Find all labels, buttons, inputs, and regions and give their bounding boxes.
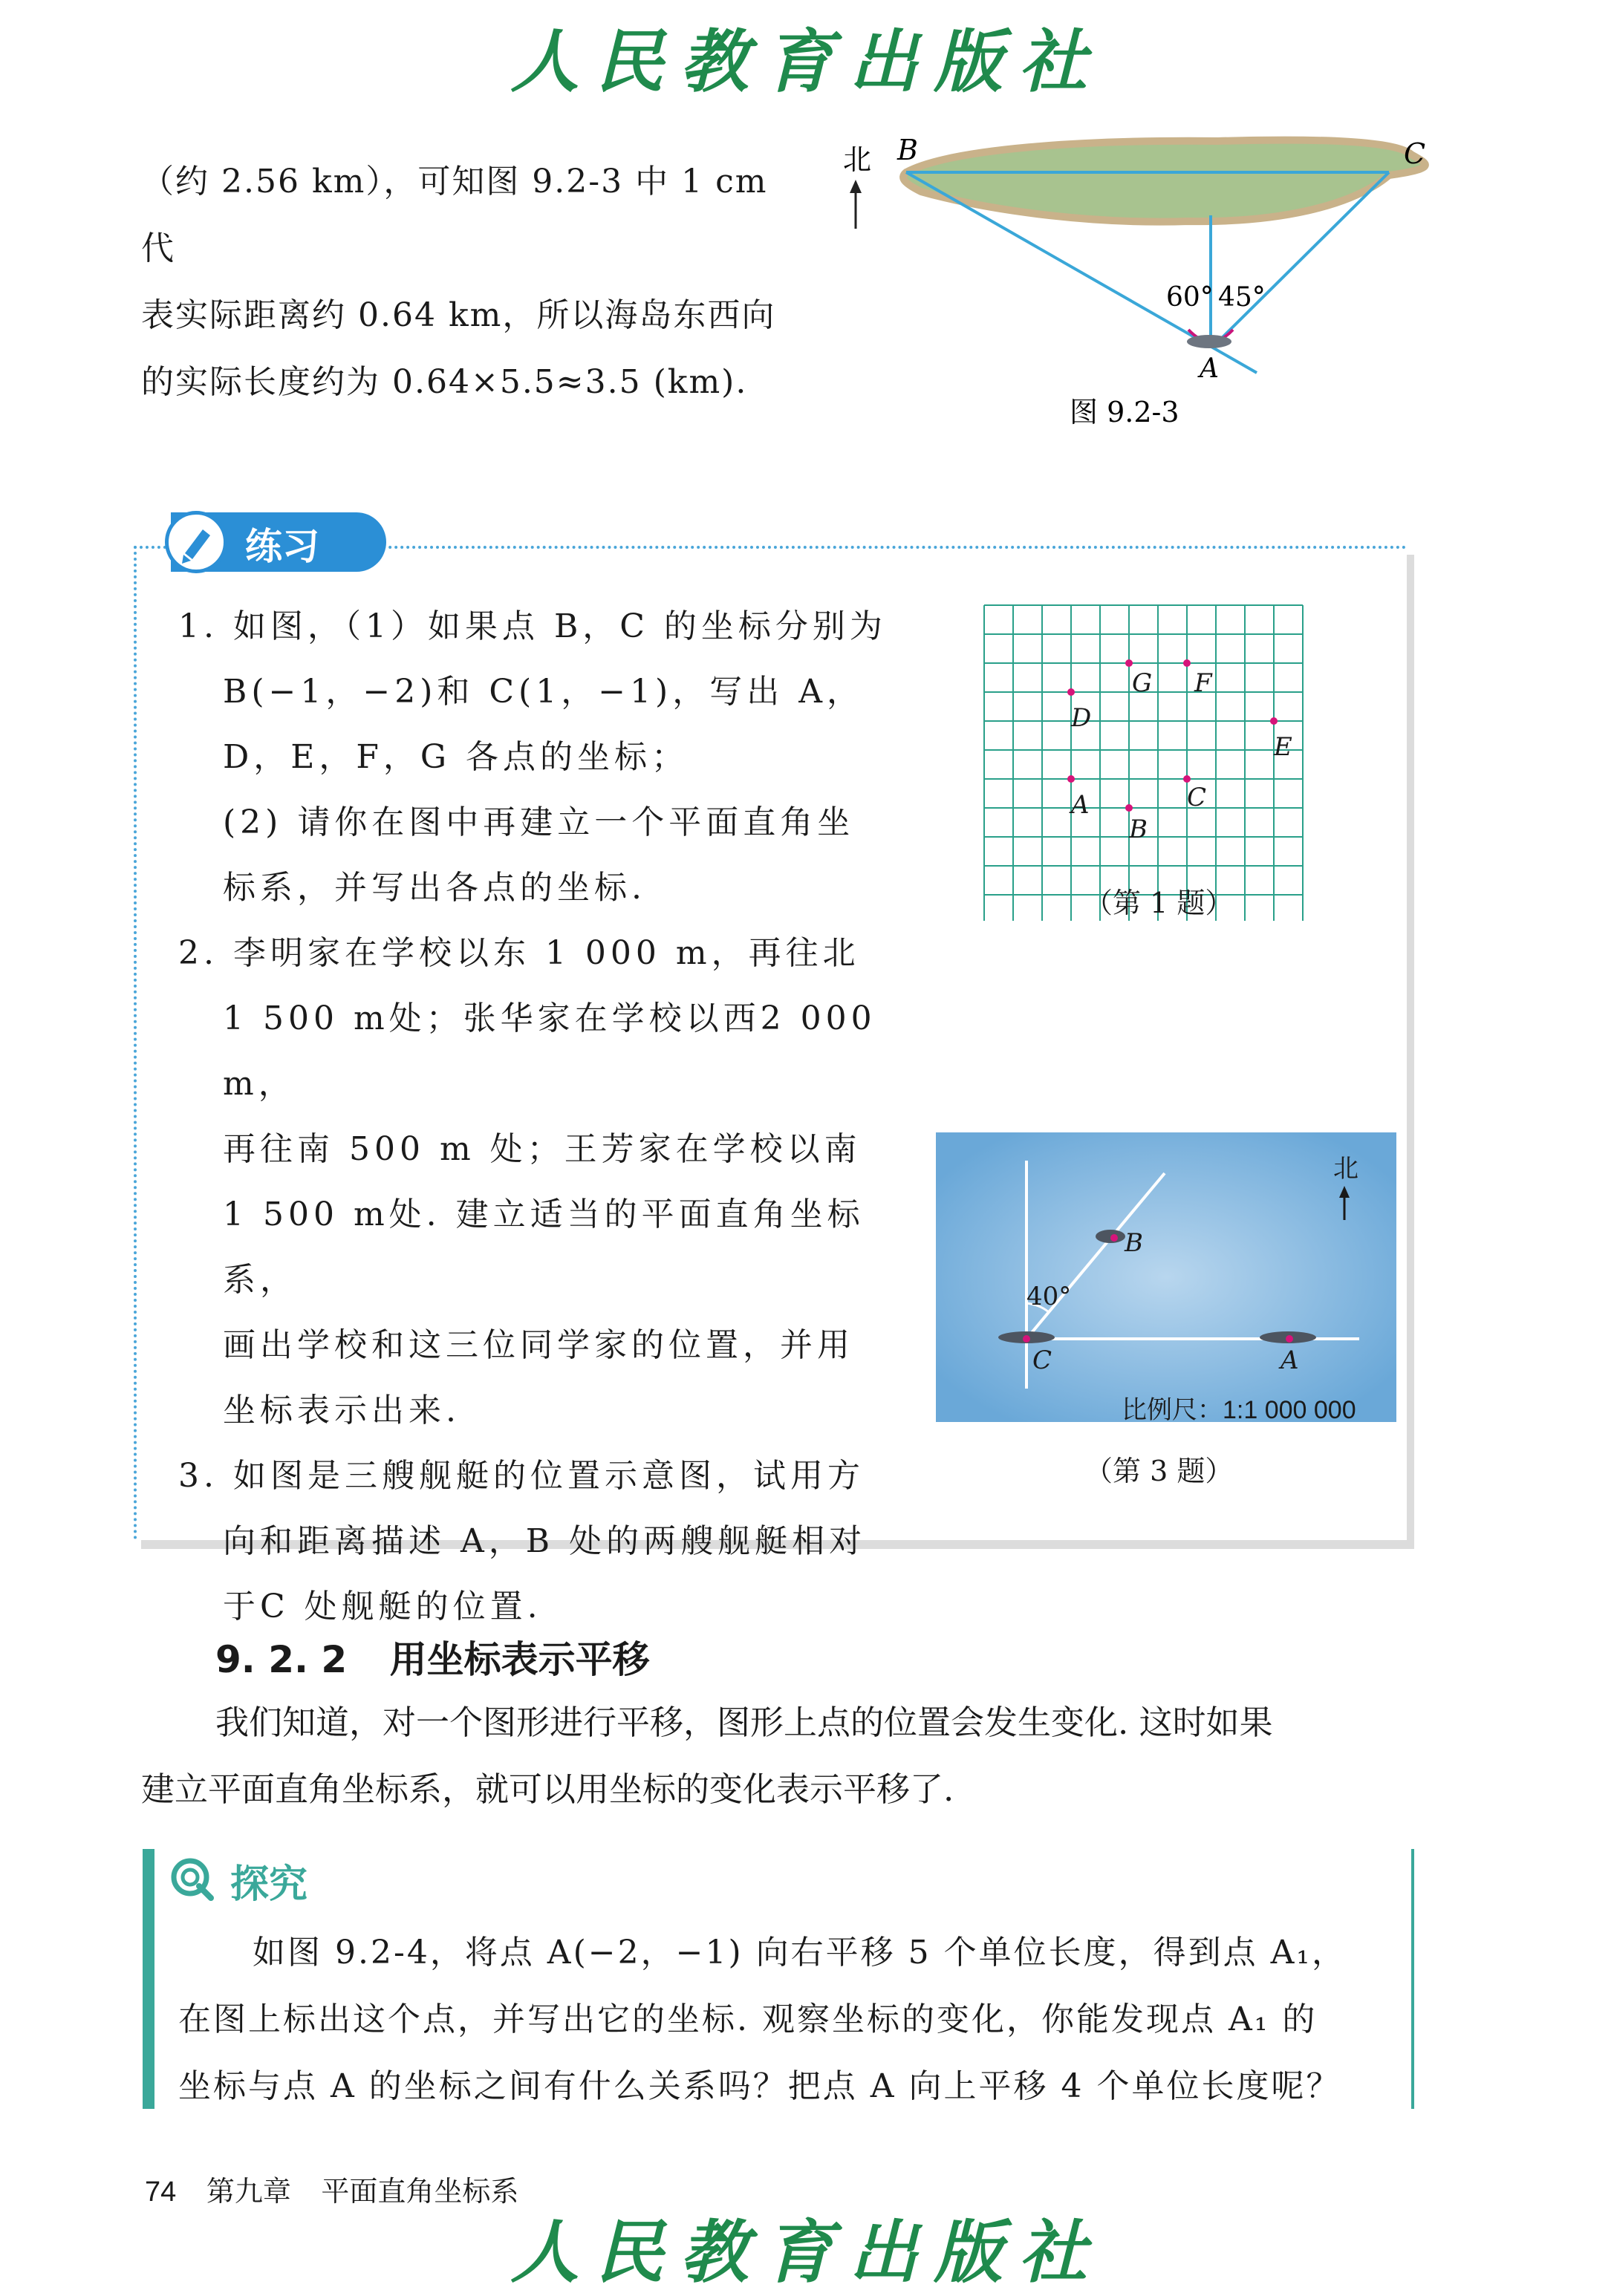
exercise-questions: [178, 594, 921, 1640]
explore-badge-label: 探究: [230, 1862, 308, 1907]
q3-line-3: 于C 处舰艇的位置.: [223, 1588, 542, 1625]
q2-line-2: 1 500 m处；张华家在学校以西2 000 m，: [223, 999, 876, 1103]
point-b-label: B: [897, 134, 918, 166]
sea-point-b-label: B: [1125, 1228, 1143, 1258]
pencil-icon: [165, 511, 227, 573]
scale-label: 比例尺：1:1 000 000: [1122, 1396, 1356, 1424]
grid-lines: [984, 605, 1303, 921]
grid-point-label-g: G: [1132, 668, 1153, 698]
sea-point-c-label: C: [1032, 1346, 1052, 1375]
section-title: 用坐标表示平移: [389, 1638, 650, 1681]
footer-publisher-logo: 人民教育出版社: [510, 2212, 1104, 2292]
chapter-title: 平面直角坐标系: [321, 2176, 519, 2208]
explore-right-bar: [1411, 1849, 1414, 2109]
section-para-line-2: 建立平面直角坐标系，就可以用坐标的变化表示平移了.: [141, 1770, 954, 1809]
point-c-label: C: [1404, 137, 1426, 170]
point-c-marker: [1023, 1335, 1030, 1343]
section-paragraph: [141, 1689, 1419, 1823]
q1-line-3: D，E，F，G 各点的坐标；: [223, 738, 689, 776]
q1-line-1: 1. 如图，（1）如果点 B，C 的坐标分别为: [178, 607, 887, 645]
explore-left-bar: [143, 1849, 154, 2109]
q1-line-2: B(−1，−2)和 C(1，−1)，写出 A，: [223, 673, 864, 711]
grid-points: [1067, 659, 1292, 844]
sea-point-a-label: A: [1281, 1346, 1299, 1375]
explore-text: [178, 1920, 1411, 2120]
grid-point-label-d: D: [1071, 703, 1092, 733]
intro-line-1: （约 2.56 km），可知图 9.2-3 中 1 cm 代: [141, 163, 768, 267]
exercise-badge-label: 练习: [245, 525, 319, 568]
grid-point-g: [1125, 659, 1133, 667]
explore-line-1: 如图 9.2-4，将点 A(−2，−1) 向右平移 5 个单位长度，得到点 A₁，: [253, 1934, 1347, 1972]
magnifier-icon: [169, 1856, 214, 1901]
grid-figure-caption: （第 1 题）: [1084, 887, 1234, 919]
explore-line-3: 坐标与点 A 的坐标之间有什么关系吗？把点 A 向上平移 4 个单位长度呢？: [178, 2067, 1341, 2105]
ship-icon: [1187, 335, 1231, 348]
section-heading: [215, 1630, 650, 1683]
grid-point-label-a: A: [1071, 790, 1090, 820]
sea-figure-caption: （第 3 题）: [1084, 1455, 1234, 1487]
sea-background: [936, 1132, 1396, 1422]
angle-60-label: 60°: [1166, 282, 1214, 313]
explore-line-2: 在图上标出这个点，并写出它的坐标. 观察坐标的变化，你能发现点 A₁ 的: [178, 2000, 1318, 2038]
page-number: 74: [145, 2176, 177, 2208]
grid-point-label-b: B: [1129, 815, 1148, 844]
q2-line-6: 坐标表示出来.: [223, 1392, 461, 1429]
q2-line-4: 1 500 m处. 建立适当的平面直角坐标系，: [223, 1196, 865, 1299]
grid-point-c: [1183, 775, 1191, 783]
grid-point-b: [1125, 804, 1133, 812]
q1-line-4: (2) 请你在图中再建立一个平面直角坐: [223, 803, 855, 841]
grid-point-label-c: C: [1187, 783, 1207, 812]
header-publisher-logo: 人民教育出版社: [510, 22, 1104, 102]
q2-line-1: 2. 李明家在学校以东 1 000 m，再往北: [178, 934, 860, 972]
grid-point-e: [1270, 717, 1278, 725]
q2-line-3: 再往南 500 m 处；王芳家在学校以南: [223, 1130, 862, 1168]
section-para-line-1: 我们知道，对一个图形进行平移，图形上点的位置会发生变化. 这时如果: [215, 1703, 1273, 1742]
figure-9-2-3: [802, 119, 1456, 446]
intro-line-3: 的实际长度约为 0.64×5.5≈3.5 (km).: [141, 363, 748, 401]
chapter-label: 第九章: [206, 2176, 291, 2208]
point-a-marker: [1286, 1335, 1293, 1343]
north-label: 北: [843, 143, 872, 176]
intro-paragraph: [141, 149, 810, 416]
grid-point-f: [1183, 659, 1191, 667]
q1-line-5: 标系，并写出各点的坐标.: [223, 869, 646, 907]
section-number: 9. 2. 2: [215, 1638, 348, 1681]
exercise-badge: [171, 512, 386, 572]
grid-point-label-e: E: [1274, 732, 1292, 762]
point-b-marker: [1110, 1234, 1118, 1242]
sea-north-label: 北: [1333, 1154, 1358, 1184]
angle-40-label: 40°: [1026, 1282, 1072, 1311]
island-shape: [903, 140, 1425, 222]
grid-figure: [980, 601, 1307, 921]
ship-b-icon: [1096, 1230, 1125, 1243]
grid-point-a: [1067, 775, 1075, 783]
q2-line-5: 画出学校和这三位同学家的位置，并用: [223, 1326, 854, 1364]
q3-line-2: 向和距离描述 A，B 处的两艘舰艇相对: [223, 1522, 867, 1560]
grid-point-d: [1067, 688, 1075, 696]
figure-caption: 图 9.2-3: [1070, 396, 1179, 428]
q3-line-1: 3. 如图是三艘舰艇的位置示意图，试用方: [178, 1457, 865, 1495]
grid-point-label-f: F: [1194, 668, 1212, 698]
north-arrow-icon: [850, 180, 862, 193]
angle-45-label: 45°: [1218, 282, 1266, 313]
point-a-label: A: [1200, 353, 1219, 384]
sea-figure: [936, 1132, 1411, 1437]
intro-line-2: 表实际距离约 0.64 km，所以海岛东西向: [141, 296, 776, 334]
